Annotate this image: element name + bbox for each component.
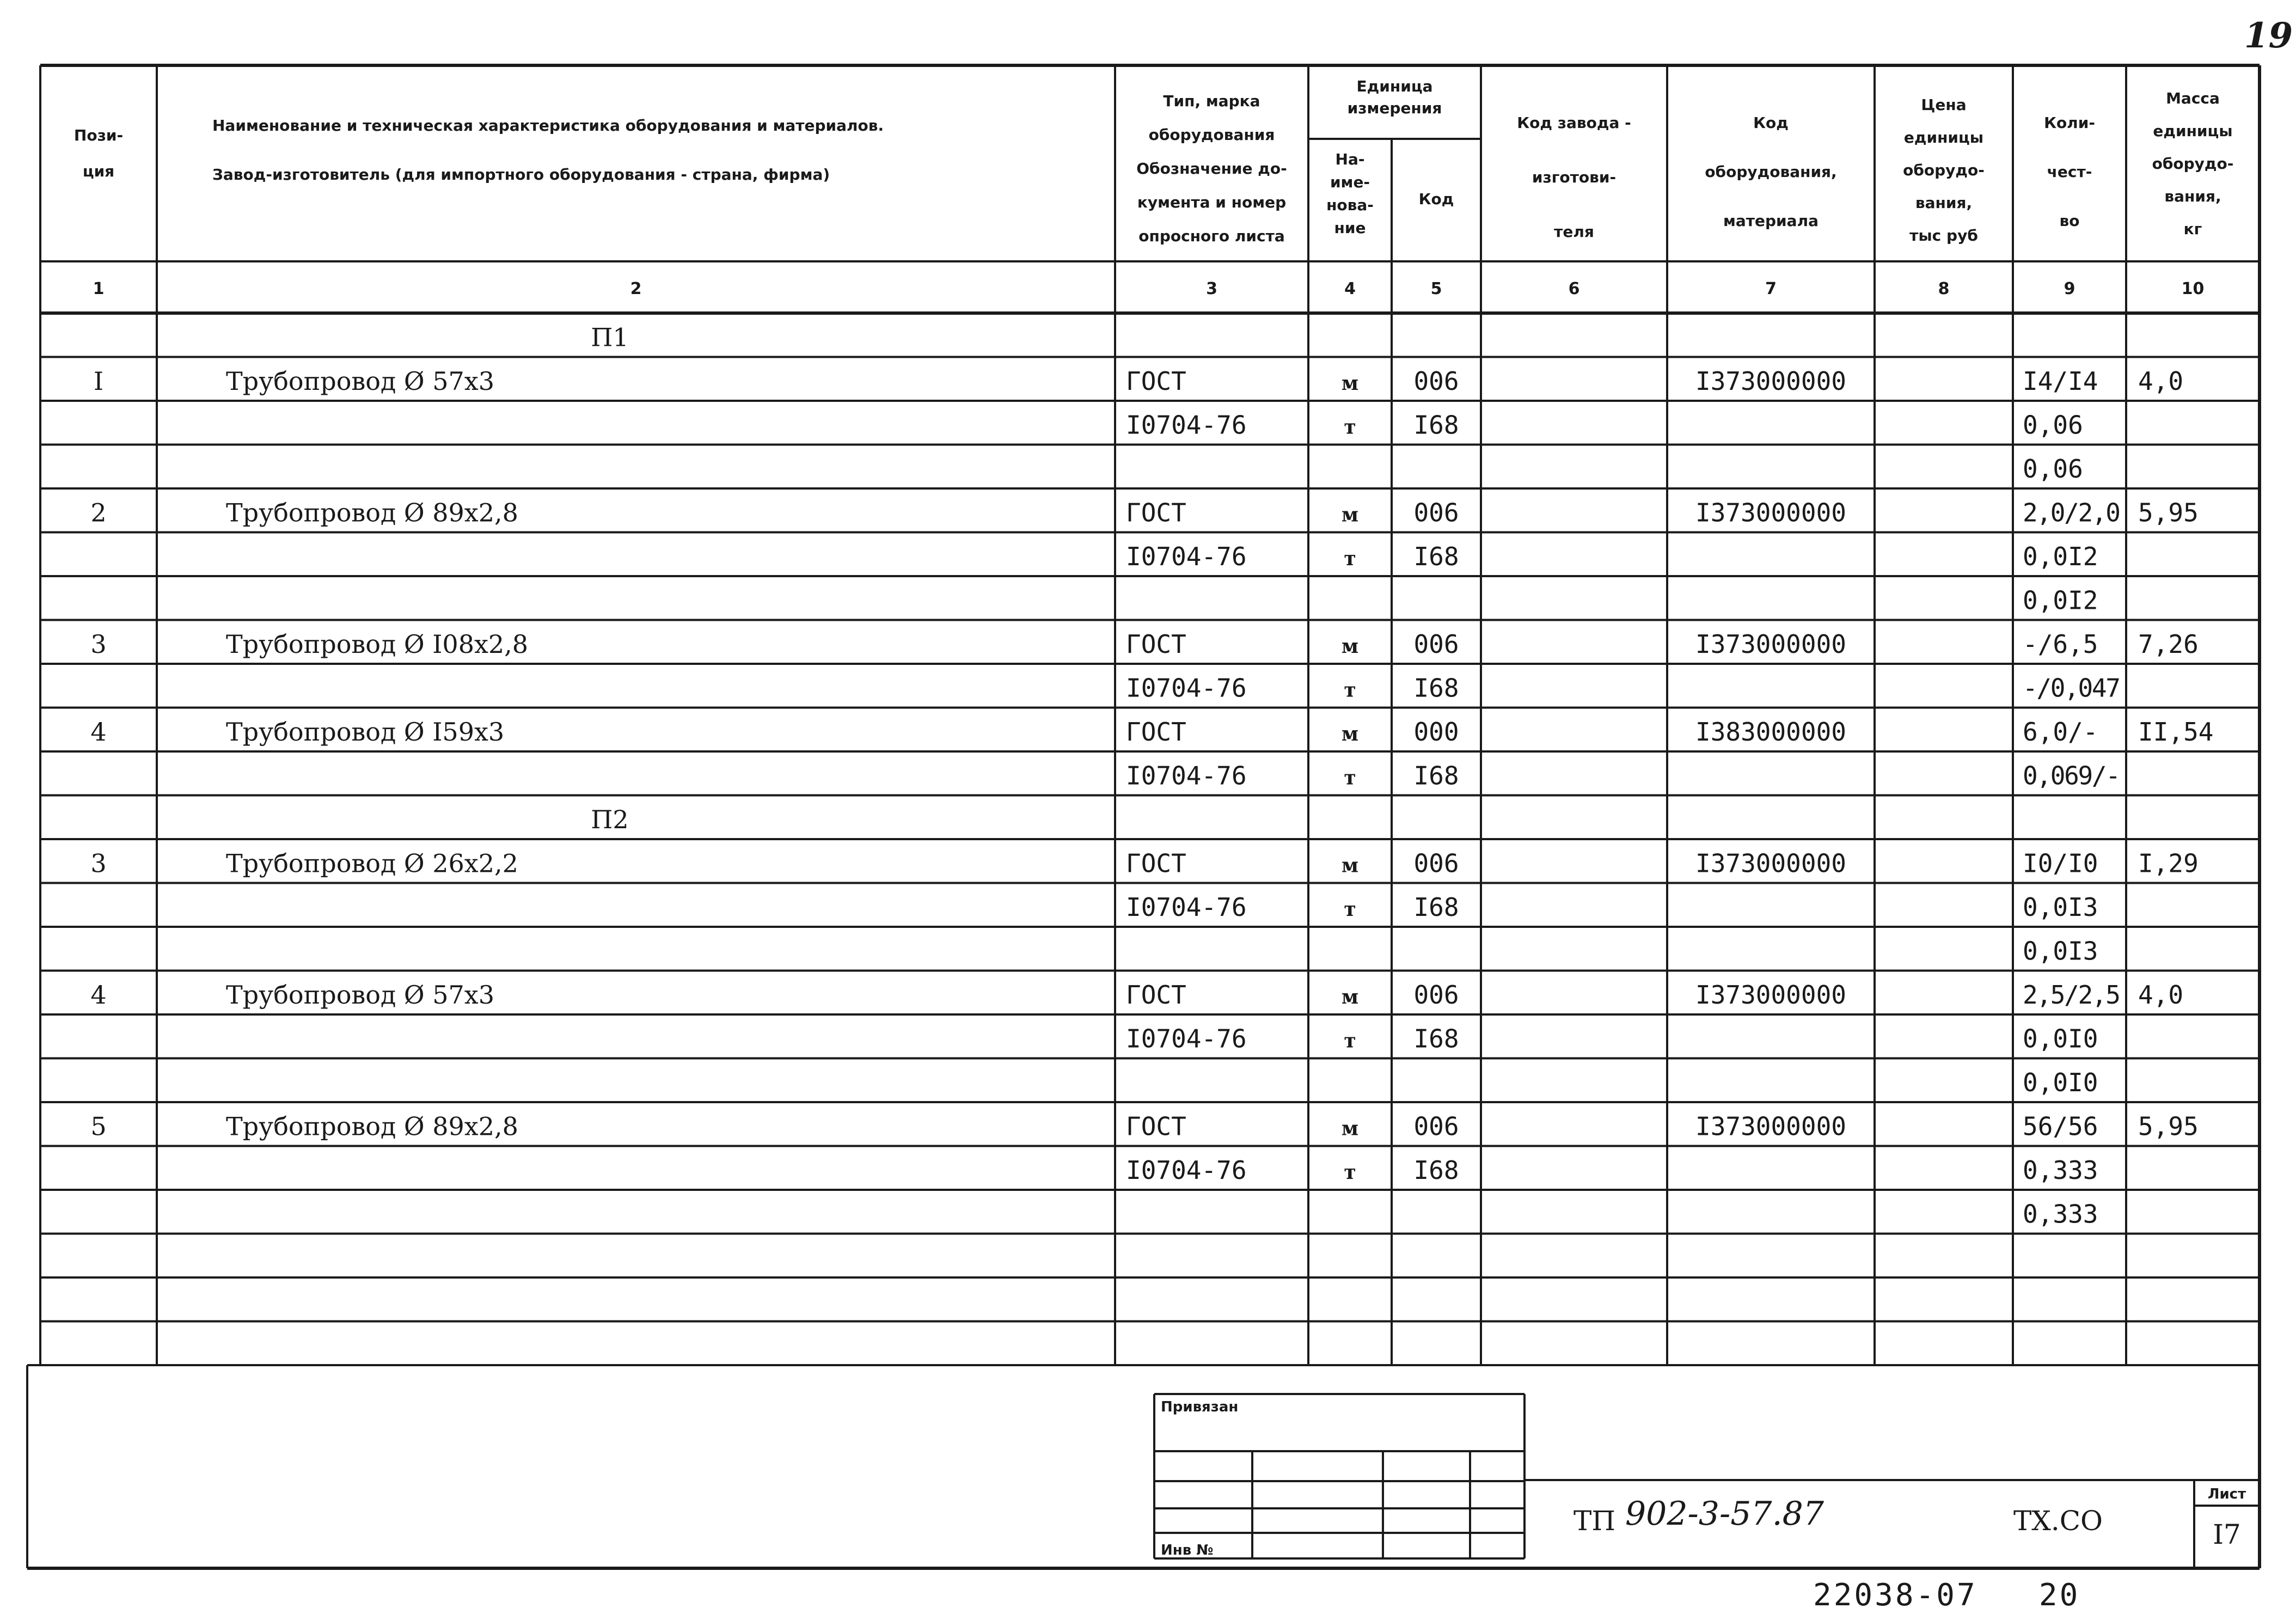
header-col8-line: тыс руб <box>1909 227 1978 244</box>
column-number-row <box>93 279 2205 298</box>
unit-name-cell: т <box>1344 415 1356 439</box>
mass-cell: 4,0 <box>2138 980 2184 1010</box>
unit-code-cell: 006 <box>1413 629 1459 659</box>
header-col10-line: единицы <box>2153 122 2233 140</box>
inventory-number-label: Инв № <box>1161 1542 1214 1558</box>
table-row <box>94 366 2183 396</box>
table-row <box>90 849 2198 878</box>
table-row <box>90 717 2213 747</box>
header-col4-line: На- <box>1335 150 1365 168</box>
header-col4-line: име- <box>1330 173 1370 191</box>
unit-code-cell: 000 <box>1413 717 1459 747</box>
equipment-code-cell: I373000000 <box>1695 1111 1846 1141</box>
title-block <box>1154 1394 2260 1613</box>
column-number: 8 <box>1938 279 1950 298</box>
unit-code-cell: 006 <box>1413 366 1459 396</box>
position-cell: 3 <box>90 848 107 878</box>
sheet-number: I7 <box>2213 1519 2241 1550</box>
quantity-cell: 0,0I3 <box>2023 936 2098 966</box>
position-cell: 4 <box>90 980 107 1010</box>
mass-cell: 7,26 <box>2138 629 2199 659</box>
table-row <box>591 323 628 352</box>
column-number: 9 <box>2064 279 2075 298</box>
header-col3-line: Тип, марка <box>1163 92 1260 110</box>
table-body <box>90 323 2213 1229</box>
unit-name-cell: м <box>1341 986 1359 1008</box>
position-cell: 4 <box>90 717 107 747</box>
quantity-cell: I4/I4 <box>2023 366 2098 396</box>
mass-cell: II,54 <box>2138 717 2214 747</box>
quantity-cell: 0,0I2 <box>2023 585 2098 615</box>
quantity-cell: I0/I0 <box>2023 848 2098 878</box>
column-number: 7 <box>1765 279 1777 298</box>
unit-code-cell: 006 <box>1413 980 1459 1010</box>
table-row <box>2023 454 2083 484</box>
quantity-cell: 6,0/- <box>2023 717 2098 747</box>
equipment-code-cell: I373000000 <box>1695 498 1846 528</box>
unit-code-cell: 006 <box>1413 498 1459 528</box>
mass-cell: 5,95 <box>2138 498 2199 528</box>
document-cell: ГОСТ <box>1126 980 1186 1010</box>
mass-cell: I,29 <box>2138 848 2199 878</box>
unit-code-cell: I68 <box>1413 761 1459 791</box>
unit-name-cell: м <box>1341 723 1359 745</box>
table-row <box>591 805 628 834</box>
position-cell: 3 <box>90 629 107 659</box>
table-grid <box>27 65 2260 1568</box>
table-row <box>2023 937 2098 966</box>
header-col1-line: ция <box>82 162 115 180</box>
sheet-label: Лист <box>2207 1486 2246 1502</box>
name-cell: Трубопровод Ø 57х3 <box>226 366 494 396</box>
quantity-cell: 2,5/2,5 <box>2023 980 2121 1010</box>
document-cell: I0704-76 <box>1126 410 1247 440</box>
header-col9-line: чест- <box>2047 163 2092 181</box>
header-col2-line: Наименование и техническая характеристика оборудования и материалов. <box>212 117 884 134</box>
position-cell: 2 <box>90 498 107 528</box>
header-col2-line: Завод-изготовитель (для импортного оборудования - страна, фирма) <box>212 166 830 184</box>
header-col9-line: во <box>2059 212 2080 230</box>
table-row <box>1126 1156 2098 1185</box>
unit-code-cell: I68 <box>1413 1156 1459 1185</box>
table-row <box>2023 586 2098 615</box>
document-cell: ГОСТ <box>1126 1111 1186 1141</box>
unit-name-cell: т <box>1344 678 1356 702</box>
name-cell: Трубопровод Ø 57х3 <box>226 980 494 1010</box>
equipment-code-cell: I383000000 <box>1695 717 1846 747</box>
table-row <box>90 980 2183 1010</box>
header-col3-line: кумента и номер <box>1137 193 1287 211</box>
column-number: 5 <box>1430 279 1442 298</box>
header-col1-line: Пози- <box>74 126 124 144</box>
table-row <box>90 498 2198 528</box>
column-number: 2 <box>630 279 642 298</box>
document-cell: ГОСТ <box>1126 848 1186 878</box>
unit-name-cell: м <box>1341 635 1359 658</box>
project-number: 902-3-57.87 <box>1625 1495 1824 1533</box>
document-cell: I0704-76 <box>1126 1024 1247 1054</box>
header-col45_group-line: Единица <box>1356 77 1433 95</box>
table-row <box>90 629 2198 659</box>
quantity-cell: 0,0I0 <box>2023 1024 2098 1054</box>
section-label: П2 <box>591 805 629 834</box>
unit-name-cell: т <box>1344 547 1356 570</box>
quantity-cell: -/6,5 <box>2023 629 2098 659</box>
header-col5-line: Код <box>1418 190 1454 208</box>
equipment-code-cell: I373000000 <box>1695 980 1846 1010</box>
document-cell: ГОСТ <box>1126 629 1186 659</box>
table-row <box>1126 761 2121 791</box>
unit-name-cell: м <box>1341 372 1359 395</box>
name-cell: Трубопровод Ø 89х2,8 <box>226 1111 518 1141</box>
header-col7-line: материала <box>1723 212 1819 230</box>
document-cell: ГОСТ <box>1126 366 1186 396</box>
column-number: 1 <box>93 279 105 298</box>
document-code: ТХ.СО <box>2013 1505 2103 1537</box>
equipment-code-cell: I373000000 <box>1695 366 1846 396</box>
header-col3-line: опросного листа <box>1138 227 1285 245</box>
name-cell: Трубопровод Ø I08х2,8 <box>226 629 529 659</box>
header-col45_group-line: измерения <box>1347 99 1442 117</box>
quantity-cell: 0,0I2 <box>2023 542 2098 571</box>
unit-code-cell: I68 <box>1413 1024 1459 1054</box>
quantity-cell: 0,0I0 <box>2023 1068 2098 1097</box>
quantity-cell: 0,333 <box>2023 1199 2098 1229</box>
column-number: 3 <box>1206 279 1217 298</box>
document-cell: I0704-76 <box>1126 673 1247 703</box>
quantity-cell: 0,069/- <box>2023 761 2121 791</box>
table-row <box>1126 542 2098 571</box>
table-row <box>1126 674 2121 703</box>
header-col8-line: Цена <box>1921 96 1967 114</box>
table-row <box>2023 1068 2098 1097</box>
table-row <box>1126 892 2098 922</box>
quantity-cell: 0,06 <box>2023 454 2083 484</box>
quantity-cell: 56/56 <box>2023 1111 2098 1141</box>
header-col8-line: вания, <box>1915 194 1973 212</box>
column-number: 10 <box>2181 279 2205 298</box>
section-label: П1 <box>591 322 629 352</box>
header-col10-line: вания, <box>2164 187 2221 205</box>
document-cell: ГОСТ <box>1126 498 1186 528</box>
unit-code-cell: I68 <box>1413 410 1459 440</box>
page-number: 19 <box>2244 15 2293 56</box>
unit-name-cell: м <box>1341 854 1359 877</box>
quantity-cell: 2,0/2,0 <box>2023 498 2121 528</box>
position-cell: I <box>93 366 104 396</box>
mass-cell: 4,0 <box>2138 366 2184 396</box>
unit-code-cell: I68 <box>1413 542 1459 571</box>
name-cell: Трубопровод Ø 89х2,8 <box>226 498 518 528</box>
unit-name-cell: т <box>1344 1161 1356 1184</box>
archive-number: 22038-07 20 <box>1813 1578 2080 1613</box>
table-row <box>1126 1024 2098 1054</box>
header-col9-line: Коли- <box>2044 114 2095 132</box>
unit-code-cell: I68 <box>1413 892 1459 922</box>
document-cell: I0704-76 <box>1126 761 1247 791</box>
header-col8-line: единицы <box>1903 129 1984 146</box>
unit-code-cell: 006 <box>1413 1111 1459 1141</box>
mass-cell: 5,95 <box>2138 1111 2199 1141</box>
unit-code-cell: I68 <box>1413 673 1459 703</box>
header-col4-line: ние <box>1334 219 1366 237</box>
table-row <box>90 1112 2198 1141</box>
header-col6-line: теля <box>1554 223 1594 241</box>
table-row <box>1126 411 2083 440</box>
header-col10-line: кг <box>2183 220 2202 238</box>
quantity-cell: 0,0I3 <box>2023 892 2098 922</box>
position-cell: 5 <box>90 1111 107 1141</box>
unit-name-cell: м <box>1341 1117 1359 1140</box>
unit-name-cell: т <box>1344 766 1356 790</box>
equipment-code-cell: I373000000 <box>1695 848 1846 878</box>
unit-name-cell: т <box>1344 1029 1356 1053</box>
header-col10-line: оборудо- <box>2152 155 2234 173</box>
header-col10-line: Масса <box>2166 89 2220 107</box>
name-cell: Трубопровод Ø 26х2,2 <box>226 848 518 878</box>
name-cell: Трубопровод Ø I59х3 <box>226 717 505 747</box>
header-col8-line: оборудо- <box>1903 161 1985 179</box>
quantity-cell: 0,06 <box>2023 410 2083 440</box>
unit-name-cell: м <box>1341 503 1359 527</box>
quantity-cell: 0,333 <box>2023 1156 2098 1185</box>
equipment-code-cell: I373000000 <box>1695 629 1846 659</box>
column-number: 4 <box>1344 279 1356 298</box>
header-col4-line: нова- <box>1326 196 1374 214</box>
document-cell: I0704-76 <box>1126 892 1247 922</box>
table-header <box>74 77 2233 245</box>
quantity-cell: -/0,047 <box>2023 673 2121 703</box>
document-cell: I0704-76 <box>1126 542 1247 571</box>
header-col7-line: оборудования, <box>1705 163 1837 181</box>
column-number: 6 <box>1568 279 1580 298</box>
tp-prefix: ТП <box>1573 1505 1615 1537</box>
document-cell: ГОСТ <box>1126 717 1186 747</box>
header-col6-line: Код завода - <box>1517 114 1631 132</box>
header-col3-line: Обозначение до- <box>1136 160 1287 178</box>
privyazan-label: Привязан <box>1161 1399 1239 1415</box>
header-col3-line: оборудования <box>1148 126 1275 144</box>
unit-name-cell: т <box>1344 898 1356 921</box>
header-col7-line: Код <box>1753 114 1789 132</box>
unit-code-cell: 006 <box>1413 848 1459 878</box>
header-col6-line: изготови- <box>1532 168 1617 186</box>
table-row <box>2023 1200 2098 1229</box>
document-cell: I0704-76 <box>1126 1156 1247 1185</box>
